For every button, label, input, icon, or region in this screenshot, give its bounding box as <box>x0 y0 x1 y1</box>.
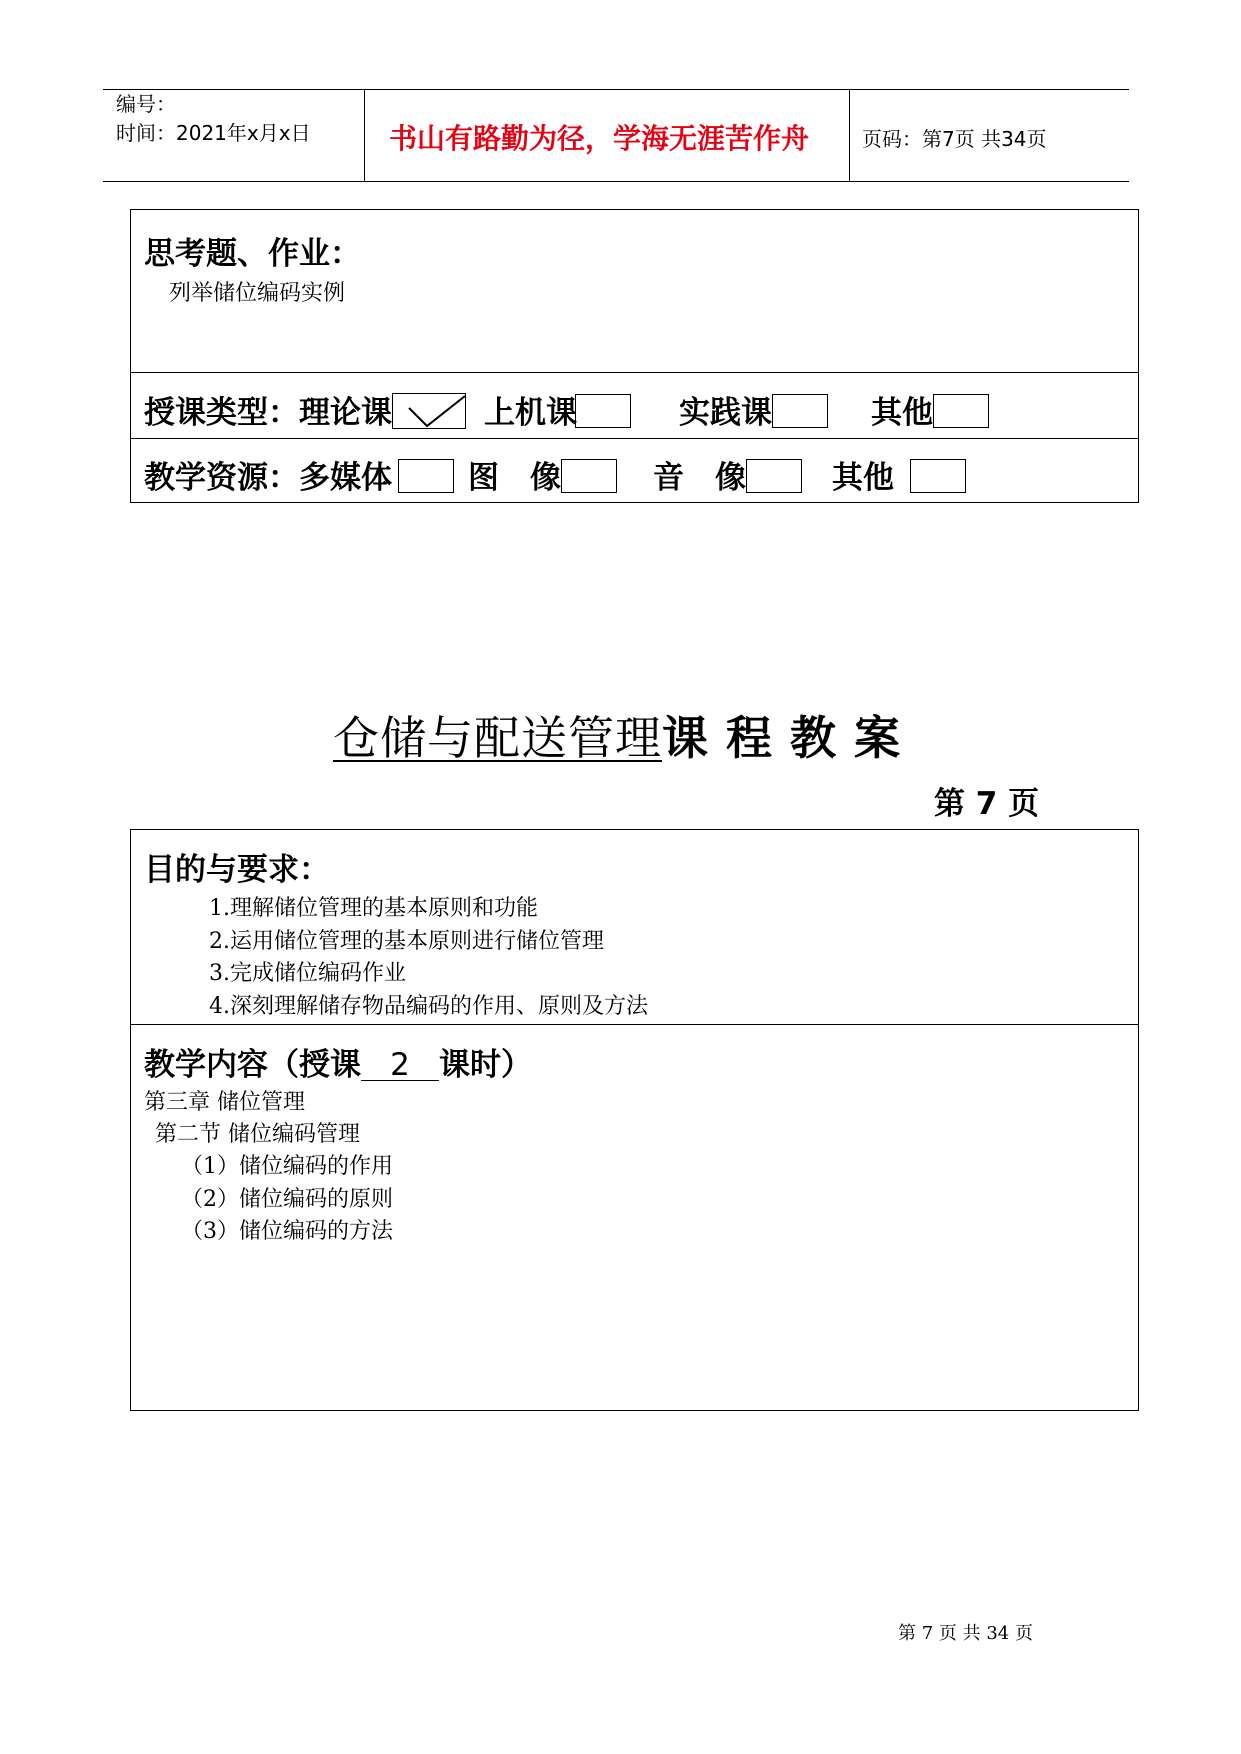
homework-row <box>131 210 1138 372</box>
lesson-hours-field: 2 <box>361 1050 439 1081</box>
content-items <box>181 1151 393 1249</box>
content-chapter: 第三章 储位管理 <box>144 1090 305 1115</box>
resources-row <box>131 438 1138 501</box>
content-heading <box>144 1039 532 1084</box>
document-title <box>333 702 918 768</box>
document-kind: 课程教案 <box>662 711 918 765</box>
checkbox-audio-video[interactable] <box>746 459 802 493</box>
checkbox-multimedia[interactable] <box>398 459 454 493</box>
header-divider-right <box>849 89 850 181</box>
header-page-info: 页码：第7页 共34页 <box>862 127 1047 151</box>
content-section: 第二节 储位编码管理 <box>155 1122 360 1147</box>
lesson-info-box <box>130 209 1139 503</box>
content-heading-prefix: 教学内容（授课 <box>144 1047 361 1083</box>
option-audio-video-label: 音 像 <box>653 460 746 496</box>
resources-line <box>144 452 966 497</box>
content-heading-suffix: 课时） <box>439 1047 532 1083</box>
objective-item: 4.深刻理解储存物品编码的作用、原则及方法 <box>209 993 648 1019</box>
content-item: （3）储位编码的方法 <box>181 1219 393 1244</box>
option-practice-label: 实践课 <box>679 395 772 431</box>
course-name: 仓储与配送管理 <box>333 711 662 765</box>
page-footer: 第 7 页 共 34 页 <box>898 1623 1033 1644</box>
checkbox-other[interactable] <box>933 394 989 428</box>
checkbox-image[interactable] <box>561 459 617 493</box>
checkbox-resource-other[interactable] <box>910 459 966 493</box>
time-label: 时间：2021年x月x日 <box>116 121 311 145</box>
checkbox-lab[interactable] <box>575 394 631 428</box>
lesson-type-row <box>131 372 1138 438</box>
lesson-type-line <box>144 387 989 432</box>
objective-item: 1.理解储位管理的基本原则和功能 <box>209 896 538 921</box>
option-resource-other-label: 其他 <box>832 460 894 496</box>
objectives-row <box>131 830 1138 1024</box>
header-bottom-rule <box>103 181 1129 182</box>
lesson-plan-box <box>130 829 1139 1411</box>
homework-heading: 思考题、作业： <box>144 236 361 272</box>
objectives-heading: 目的与要求： <box>144 852 330 888</box>
homework-content: 列举储位编码实例 <box>169 281 346 306</box>
option-theory-label: 理论课 <box>299 395 392 431</box>
header-meta <box>116 90 311 148</box>
content-item: （2）储位编码的原则 <box>181 1186 393 1212</box>
objective-item: 2.运用储位管理的基本原则进行储位管理 <box>209 928 604 954</box>
objectives-list <box>209 893 648 1023</box>
checkbox-practice[interactable] <box>772 394 828 428</box>
option-other-label: 其他 <box>871 395 933 431</box>
objective-item: 3.完成储位编码作业 <box>209 961 406 986</box>
check-mark-icon <box>393 394 467 430</box>
resources-heading: 教学资源： <box>144 460 299 496</box>
checkbox-theory[interactable] <box>392 393 466 429</box>
header-motto: 书山有路勤为径，学海无涯苦作舟 <box>389 122 810 155</box>
content-row <box>131 1024 1138 1409</box>
option-multimedia-label: 多媒体 <box>299 460 392 496</box>
serial-label: 编号： <box>116 92 176 116</box>
header-divider-left <box>364 89 365 181</box>
option-image-label: 图 像 <box>468 460 561 496</box>
content-item: （1）储位编码的作用 <box>181 1154 393 1179</box>
option-lab-label: 上机课 <box>484 395 577 431</box>
lesson-type-heading: 授课类型： <box>144 395 299 431</box>
page-number-label: 第 7 页 <box>934 786 1040 822</box>
